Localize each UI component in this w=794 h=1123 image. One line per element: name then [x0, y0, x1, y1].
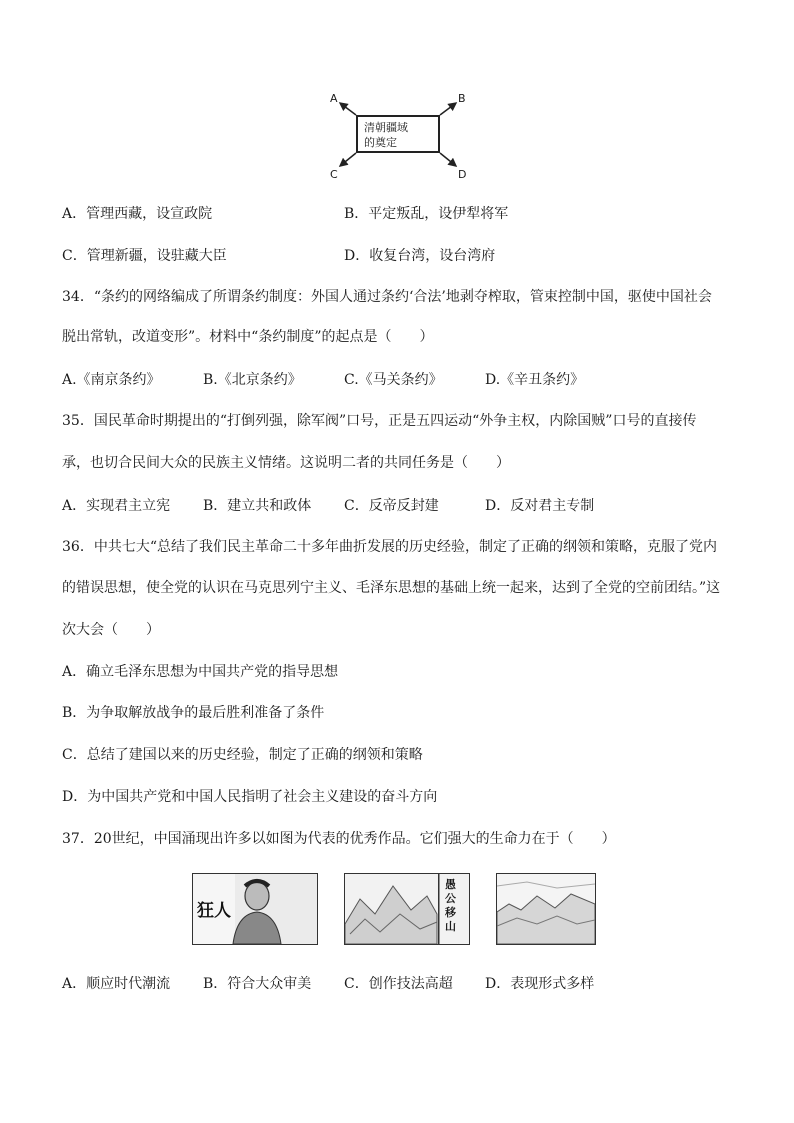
image-landscape: [496, 873, 596, 945]
q34-option-d[interactable]: D.《辛丑条约》: [485, 372, 585, 388]
diagram-center-line2: 的奠定: [364, 136, 397, 149]
q35-stem-line2: 承，也切合民间大众的民族主义情绪。这说明二者的共同任务是（ ）: [62, 455, 510, 471]
q37-option-c[interactable]: C．创作技法高超: [344, 976, 453, 992]
image-yugong: [344, 873, 470, 945]
q34-option-a[interactable]: A.《南京条约》: [62, 372, 161, 388]
q33-option-b[interactable]: B．平定叛乱，设伊犁将军: [344, 206, 509, 222]
image-kuangren: [192, 873, 318, 945]
q35-option-c[interactable]: C．反帝反封建: [344, 498, 439, 514]
q34-option-b[interactable]: B.《北京条约》: [203, 372, 302, 388]
q37-option-a[interactable]: A．顺应时代潮流: [62, 976, 171, 992]
q36-stem-line2: 的错误思想，使全党的认识在马克思列宁主义、毛泽东思想的基础上统一起来，达到了全党的空前团结。”这: [62, 580, 721, 596]
q34-stem-line1: 34．“条约的网络编成了所谓条约制度：外国人通过条约‘合法’地剥夺榨取，管束控制中国，驱使中国社会: [62, 289, 712, 305]
landscape-painting: [497, 874, 595, 944]
territory-diagram: [326, 92, 470, 184]
q35-stem-line1: 35．国民革命时期提出的“打倒列强，除军阀”口号，正是五四运动“外争主权，内除国贼”口号的直接传: [62, 413, 697, 429]
q35-option-d[interactable]: D．反对君主专制: [485, 498, 595, 514]
diagram-center-box: [356, 115, 440, 153]
q35-option-a[interactable]: A．实现君主立宪: [62, 498, 171, 514]
q36-option-b[interactable]: B．为争取解放战争的最后胜利准备了条件: [62, 705, 325, 721]
q37-option-d[interactable]: D．表现形式多样: [485, 976, 595, 992]
corner-label-d: D: [458, 168, 467, 181]
q36-option-c[interactable]: C．总结了建国以来的历史经验，制定了正确的纲领和策略: [62, 747, 423, 763]
q36-stem-line1: 36．中共七大“总结了我们民主革命二十多年曲折发展的历史经验，制定了正确的纲领和策略，克服了党内: [62, 539, 717, 555]
q33-option-c[interactable]: C．管理新疆，设驻藏大臣: [62, 248, 227, 264]
q36-stem-line3: 次大会（ ）: [62, 622, 160, 638]
q37-stem-line1: 37．20世纪，中国涌现出许多以如图为代表的优秀作品。它们强大的生命力在于（ ）: [62, 831, 616, 847]
yugong-title: 愚公移山: [445, 878, 456, 933]
kuangren-title: 狂人: [197, 901, 231, 921]
q33-option-d[interactable]: D．收复台湾，设台湾府: [344, 248, 496, 264]
q37-option-b[interactable]: B．符合大众审美: [203, 976, 312, 992]
diagram-center-line1: 清朝疆域: [364, 121, 408, 134]
corner-label-b: B: [458, 92, 466, 105]
q35-option-b[interactable]: B．建立共和政体: [203, 498, 312, 514]
q36-option-a[interactable]: A．确立毛泽东思想为中国共产党的指导思想: [62, 664, 339, 680]
q33-option-a[interactable]: A．管理西藏，设宣政院: [62, 206, 213, 222]
q36-option-d[interactable]: D．为中国共产党和中国人民指明了社会主义建设的奋斗方向: [62, 789, 438, 805]
corner-label-c: C: [330, 168, 338, 181]
corner-label-a: A: [330, 92, 338, 105]
q34-option-c[interactable]: C.《马关条约》: [344, 372, 443, 388]
q34-stem-line2: 脱出常轨，改道变形”。材料中“条约制度”的起点是（ ）: [62, 329, 434, 345]
